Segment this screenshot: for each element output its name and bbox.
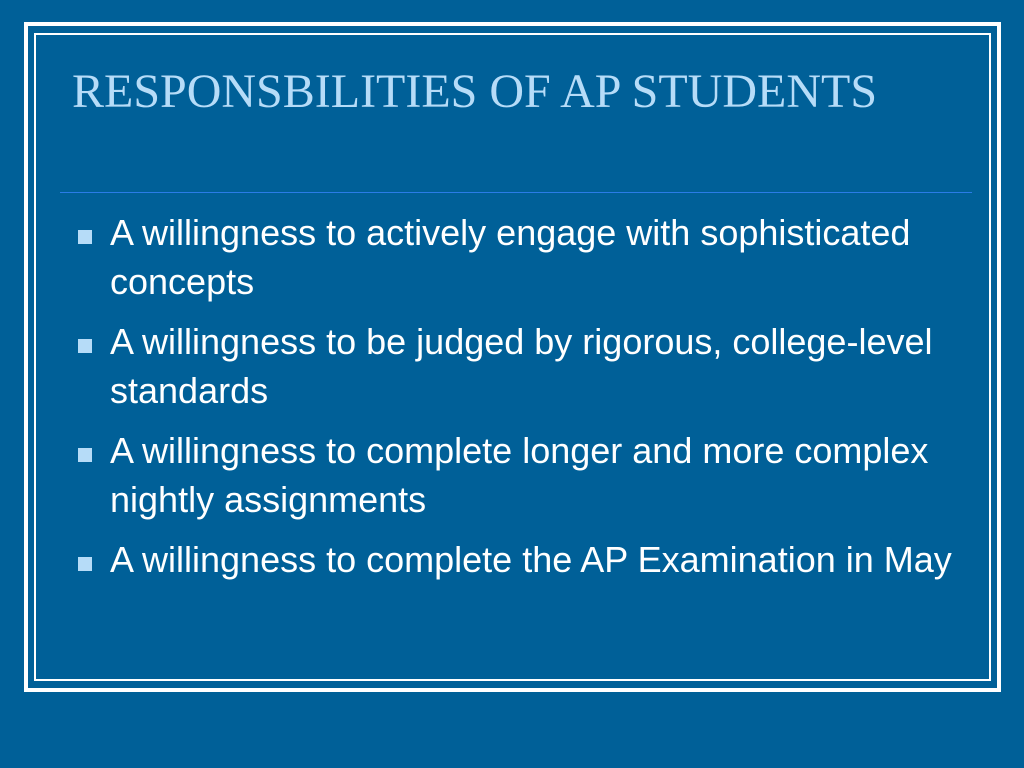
square-bullet-icon xyxy=(78,339,92,353)
bullet-item xyxy=(72,426,962,524)
square-bullet-icon xyxy=(78,557,92,571)
bullet-list xyxy=(72,208,962,595)
slide-title: RESPONSBILITIES OF AP STUDENTS xyxy=(72,65,878,118)
square-bullet-icon xyxy=(78,230,92,244)
bullet-item xyxy=(72,208,962,306)
bullet-text: A willingness to complete longer and more complex nightly assignments xyxy=(110,430,929,520)
bullet-text: A willingness to be judged by rigorous, college-level standards xyxy=(110,321,933,411)
bullet-text: A willingness to actively engage with sophisticated concepts xyxy=(110,212,911,302)
bullet-item xyxy=(72,317,962,415)
title-divider xyxy=(60,192,972,193)
bullet-text: A willingness to complete the AP Examination in May xyxy=(110,539,952,580)
bullet-item xyxy=(72,535,962,584)
square-bullet-icon xyxy=(78,448,92,462)
